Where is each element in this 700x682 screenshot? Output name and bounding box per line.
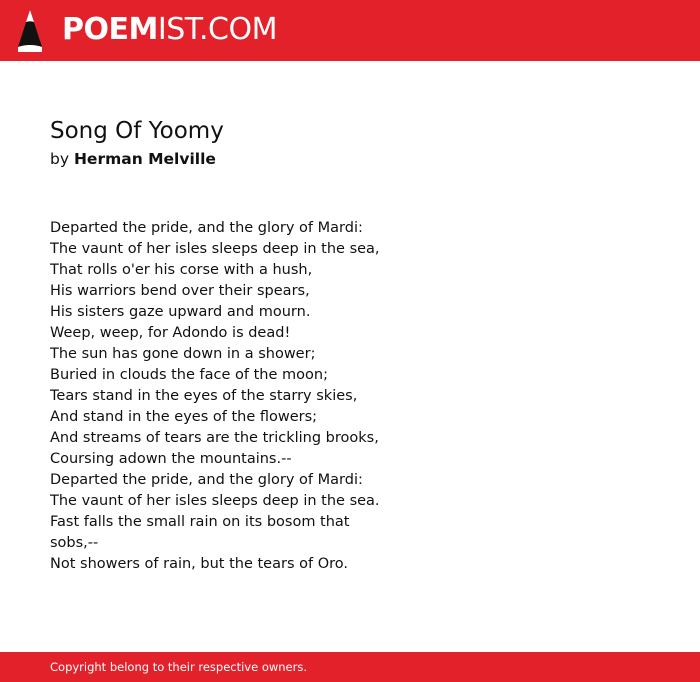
poem-line: His warriors bend over their spears,: [50, 283, 310, 299]
poem-title: Song Of Yoomy: [50, 118, 224, 144]
logo-bold-text: POEM: [62, 12, 158, 47]
author-name: Herman Melville: [73, 150, 216, 168]
poem-line: That rolls o'er his corse with a hush,: [50, 262, 313, 278]
copyright-text: Copyright belong to their respective owners.: [50, 660, 308, 674]
poem-line: Weep, weep, for Adondo is dead!: [50, 325, 291, 341]
poem-line: Not showers of rain, but the tears of Oro.: [50, 556, 348, 572]
site-logo[interactable]: [62, 12, 277, 48]
site-footer: [0, 652, 700, 682]
poem-line: And stand in the eyes of the flowers;: [50, 409, 318, 425]
poem-line: Coursing adown the mountains.--: [50, 451, 292, 467]
pencil-icon[interactable]: [17, 9, 43, 53]
poem-line: sobs,--: [50, 535, 99, 551]
poem-line: His sisters gaze upward and mourn.: [50, 304, 311, 320]
poem-line: Buried in clouds the face of the moon;: [50, 367, 328, 383]
poem-line: Tears stand in the eyes of the starry skies,: [50, 388, 358, 404]
poem-line: The vaunt of her isles sleeps deep in the sea,: [50, 241, 380, 257]
by-label: by: [50, 150, 70, 168]
logo-light-text: IST.COM: [157, 12, 277, 47]
byline: [50, 148, 216, 170]
poem-line: The sun has gone down in a shower;: [50, 346, 316, 362]
poem-line: Fast falls the small rain on its bosom that: [50, 514, 350, 530]
poem-line: Departed the pride, and the glory of Mardi:: [50, 220, 363, 236]
poem-line: The vaunt of her isles sleeps deep in the sea.: [50, 493, 380, 509]
poem-body: [50, 218, 380, 575]
site-header: [0, 0, 700, 61]
poem-line: And streams of tears are the trickling brooks,: [50, 430, 379, 446]
poem-line: Departed the pride, and the glory of Mardi:: [50, 472, 363, 488]
